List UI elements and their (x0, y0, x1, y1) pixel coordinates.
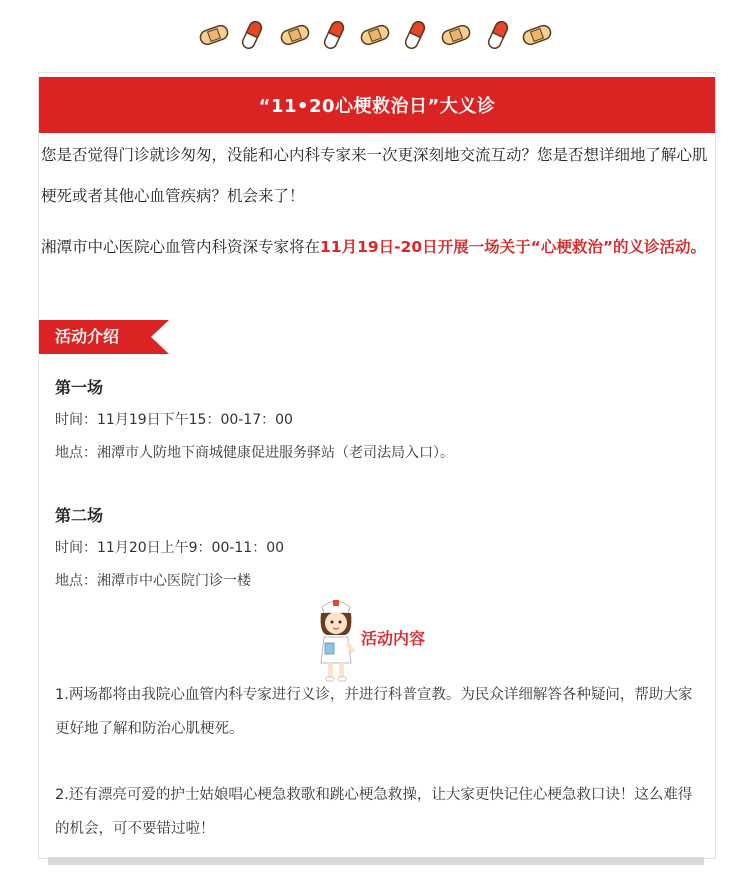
intro-section (39, 135, 715, 268)
session-2-place: 地点：湘潭市中心医院门诊一楼 (55, 573, 251, 589)
activity-content-label: 活动内容 (361, 629, 426, 648)
nurse-illustration (311, 593, 361, 683)
pill-icon (486, 18, 510, 52)
bandage-icon (278, 18, 312, 52)
session-2-title: 第二场 (55, 506, 104, 525)
section-tag-label: 活动介绍 (55, 327, 120, 346)
content-item-1: 1.两场都将由我院心血管内科专家进行义诊，并进行科普宣教。为民众详细解答各种疑问，帮助大家更好地了解和防治心肌梗死。 (55, 687, 693, 737)
pill-icon (240, 18, 264, 52)
intro-paragraph-2 (39, 227, 715, 268)
decorative-header-row (0, 18, 756, 52)
intro-paragraph-1: 您是否觉得门诊就诊匆匆，没能和心内科专家来一次更深刻地交流互动？您是否想详细地了解心肌梗死或者其他心血管疾病？机会来了！ (41, 146, 708, 205)
card-bottom-shadow (48, 857, 704, 865)
bandage-icon (358, 18, 392, 52)
session-1-title: 第一场 (55, 378, 104, 397)
article-card (38, 72, 716, 859)
content-item-2: 2.还有漂亮可爱的护士姑娘唱心梗急救歌和跳心梗急救操，让大家更快记住心梗急救口诀！这么难得的机会，可不要错过啦！ (55, 787, 693, 837)
session-2-time: 时间：11月20日上午9：00-11：00 (55, 540, 285, 556)
page-title (39, 77, 715, 133)
intro-paragraph-2-plain: 湘潭市中心医院心血管内科资深专家将在 (41, 238, 321, 256)
bandage-icon (439, 18, 473, 52)
session-1-place: 地点：湘潭市人防地下商城健康促进服务驿站（老司法局入口）。 (55, 445, 454, 461)
bandage-icon (197, 18, 231, 52)
bandage-icon (520, 18, 554, 52)
session-1-time: 时间：11月19日下午15：00-17：00 (55, 412, 293, 428)
pill-icon (322, 18, 346, 52)
pill-icon (403, 18, 427, 52)
intro-paragraph-2-highlight: 11月19日-20日开展一场关于“心梗救治”的义诊活动。 (320, 238, 707, 256)
page-title-text: “11•20心梗救治日”大义诊 (258, 96, 496, 117)
